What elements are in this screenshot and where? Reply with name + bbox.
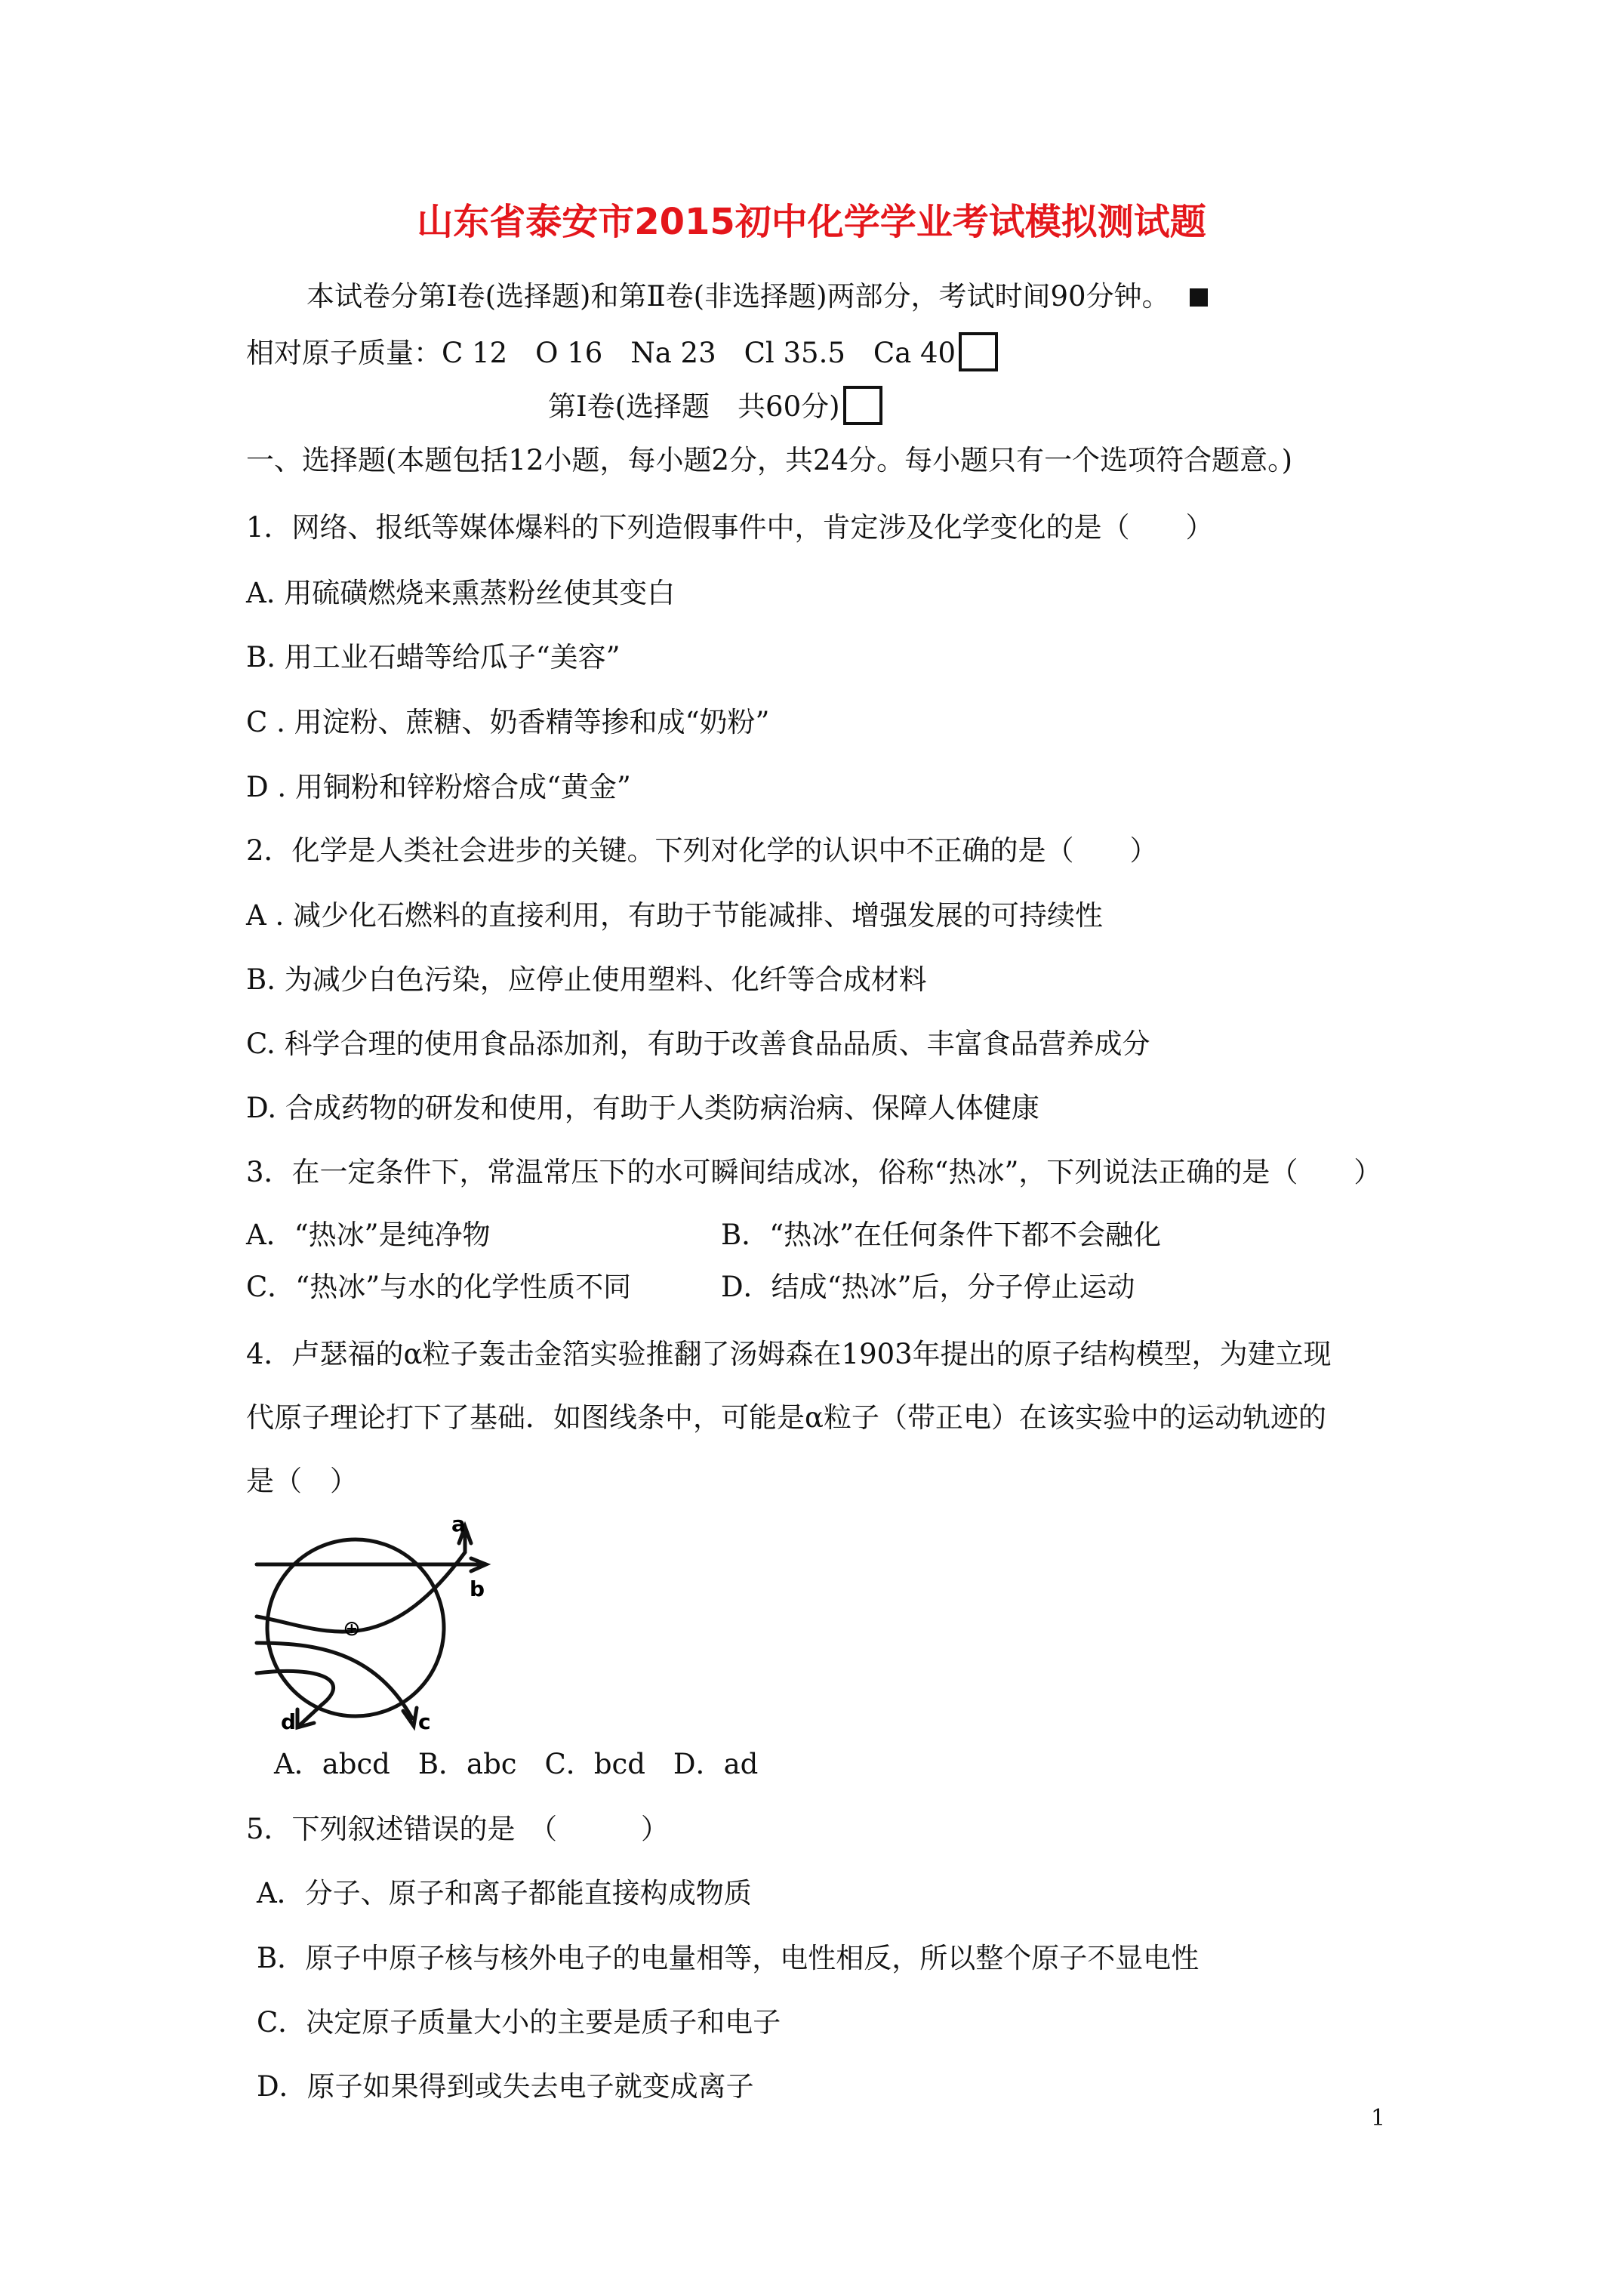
q4-stem-line3: 是（ ） xyxy=(246,1465,358,1497)
q4-stem-line2: 代原子理论打下了基础．如图线条中，可能是α粒子（带正电）在该实验中的运动轨迹的 xyxy=(246,1401,1326,1434)
q5-stem: 5．下列叙述错误的是 （ ） xyxy=(246,1813,670,1845)
label-b: b xyxy=(470,1576,485,1601)
exam-title: 山东省泰安市2015初中化学学业考试模拟测试题 xyxy=(417,201,1206,243)
q3-option-a: A．“热冰”是纯净物 xyxy=(246,1219,491,1251)
q1-stem: 1．网络、报纸等媒体爆料的下列造假事件中，肯定涉及化学变化的是（ ） xyxy=(246,511,1214,544)
alpha-scattering-figure xyxy=(246,1515,510,1734)
intro-text: 本试卷分第Ⅰ卷(选择题)和第Ⅱ卷(非选择题)两部分，考试时间90分钟。 xyxy=(306,280,1170,313)
q5-option-b: B．原子中原子核与核外电子的电量相等，电性相反，所以整个原子不显电性 xyxy=(257,1942,1200,1974)
q1-option-a: A. 用硫磺燃烧来熏蒸粉丝使其变白 xyxy=(246,577,676,609)
q2-option-d: D. 合成药物的研发和使用，有助于人类防病治病、保障人体健康 xyxy=(246,1092,1039,1124)
label-d: d xyxy=(281,1709,297,1734)
q5-option-a: A．分子、原子和离子都能直接构成物质 xyxy=(257,1877,752,1909)
q5-option-d: D．原子如果得到或失去电子就变成离子 xyxy=(257,2070,754,2103)
nucleus-symbol: ⊕ xyxy=(343,1616,361,1641)
q3-option-b: B．“热冰”在任何条件下都不会融化 xyxy=(721,1219,1162,1251)
intro-line xyxy=(306,279,1208,315)
label-c: c xyxy=(418,1709,431,1734)
q2-option-b: B. 为减少白色污染，应停止使用塑料、化纤等合成材料 xyxy=(246,963,927,996)
label-a: a xyxy=(451,1515,466,1536)
q1-option-b: B. 用工业石蜡等给瓜子“美容” xyxy=(246,641,621,673)
q3-option-c: C．“热冰”与水的化学性质不同 xyxy=(246,1271,632,1303)
page-number: 1 xyxy=(1371,2105,1386,2131)
trajectory-c xyxy=(257,1643,412,1718)
q4-stem-line1: 4．卢瑟福的α粒子轰击金箔实验推翻了汤姆森在1903年提出的原子结构模型，为建立现 xyxy=(246,1338,1332,1370)
q2-option-a: A . 减少化石燃料的直接利用，有助于节能减排、增强发展的可持续性 xyxy=(246,899,1104,932)
q2-option-c: C. 科学合理的使用食品添加剂，有助于改善食品品质、丰富食品营养成分 xyxy=(246,1028,1150,1060)
q3-option-d: D．结成“热冰”后，分子停止运动 xyxy=(721,1271,1135,1303)
atomic-mass-line xyxy=(246,332,998,371)
empty-box xyxy=(959,332,998,371)
q3-stem: 3．在一定条件下，常温常压下的水可瞬间结成冰，俗称“热冰”，下列说法正确的是（ ） xyxy=(246,1156,1382,1188)
black-square-mark xyxy=(1190,288,1208,307)
atomic-mass-text: 相对原子质量：C 12 O 16 Na 23 Cl 35.5 Ca 40 xyxy=(246,337,956,369)
q2-stem: 2．化学是人类社会进步的关键。下列对化学的认识中不正确的是（ ） xyxy=(246,834,1158,867)
q1-option-c: C . 用淀粉、蔗糖、奶香精等掺和成“奶粉” xyxy=(246,706,770,738)
part1-header-line xyxy=(548,386,882,425)
q1-option-d: D . 用铜粉和锌粉熔合成“黄金” xyxy=(246,771,631,803)
q4-options: A．abcd B．abc C．bcd D．ad xyxy=(274,1748,759,1780)
part1-header: 第Ⅰ卷(选择题 共60分) xyxy=(548,390,840,423)
trajectory-a xyxy=(257,1530,465,1632)
empty-box xyxy=(843,386,882,425)
q5-option-c: C．决定原子质量大小的主要是质子和电子 xyxy=(257,2006,781,2039)
section1-heading: 一、选择题(本题包括12小题，每小题2分，共24分。每小题只有一个选项符合题意。) xyxy=(246,444,1293,476)
